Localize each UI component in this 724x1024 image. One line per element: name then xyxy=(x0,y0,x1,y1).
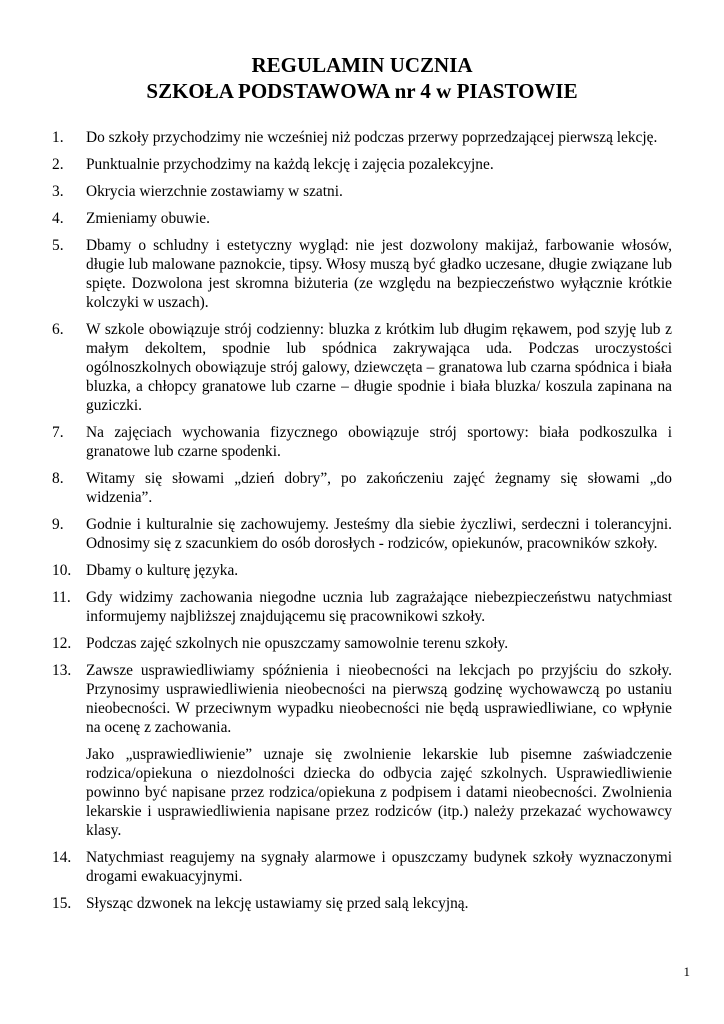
rule-text: Gdy widzimy zachowania niegodne ucznia lub zagrażające niebezpieczeństwu natychmiast informujemy najbliższej znajdującemu się pracownikowi szkoły. xyxy=(86,589,672,625)
rule-number: 7. xyxy=(52,424,64,441)
document-subtitle: SZKOŁA PODSTAWOWA nr 4 w PIASTOWIE xyxy=(146,79,578,103)
rule-text-continuation: Jako „usprawiedliwienie” uznaje się zwolnienie lekarskie lub pisemne zaświadczenie rodzica/opiekuna o niezdolności dziecka do odbycia zajęć szkolnych. Usprawiedliwienie powinno być napisane przez rodzica/opiekuna z podpisem i datami nieobecności. Zwolnienia lekarskie i usprawiedliwienia napisane przez rodziców (itp.) należy przekazać wychowawcy klasy. xyxy=(86,746,672,839)
rule-item xyxy=(52,320,672,415)
rule-text: Punktualnie przychodzimy na każdą lekcję i zajęcia pozalekcyjne. xyxy=(86,156,494,173)
rule-text: Godnie i kulturalnie się zachowujemy. Jesteśmy dla siebie życzliwi, serdeczni i tolerancyjni. Odnosimy się z szacunkiem do osób dorosłych - rodziców, opiekunów, pracowników szkoły. xyxy=(86,516,672,552)
rule-text: Podczas zajęć szkolnych nie opuszczamy samowolnie terenu szkoły. xyxy=(86,635,509,652)
rule-text: Do szkoły przychodzimy nie wcześniej niż podczas przerwy poprzedzającej pierwszą lekcję. xyxy=(86,129,658,146)
rule-item xyxy=(52,236,672,312)
rule-number: 14. xyxy=(52,849,72,866)
rule-number: 2. xyxy=(52,156,64,173)
rule-text: Na zajęciach wychowania fizycznego obowiązuje strój sportowy: biała podkoszulka i granatowe lub czarne spodenki. xyxy=(86,424,672,460)
rule-item xyxy=(52,661,672,840)
rule-number: 11. xyxy=(52,589,71,606)
rule-number: 6. xyxy=(52,321,64,338)
rule-item xyxy=(52,209,672,228)
rule-item xyxy=(52,561,672,580)
rule-text: Witamy się słowami „dzień dobry”, po zakończeniu zajęć żegnamy się słowami „do widzenia”. xyxy=(86,470,672,506)
rule-number: 13. xyxy=(52,662,72,679)
rule-item xyxy=(52,588,672,626)
rule-number: 8. xyxy=(52,470,64,487)
page-number: 1 xyxy=(683,964,690,979)
rule-item xyxy=(52,155,672,174)
rule-number: 12. xyxy=(52,635,72,652)
rules-list xyxy=(52,128,672,921)
rule-item xyxy=(52,182,672,201)
rule-number: 3. xyxy=(52,183,64,200)
rule-text: Zmieniamy obuwie. xyxy=(86,210,210,227)
rule-number: 1. xyxy=(52,129,64,146)
rule-item xyxy=(52,894,672,913)
rule-number: 10. xyxy=(52,562,72,579)
rule-text: Natychmiast reagujemy na sygnały alarmowe i opuszczamy budynek szkoły wyznaczonymi drogami ewakuacyjnymi. xyxy=(86,849,672,885)
rule-number: 15. xyxy=(52,895,72,912)
rule-text: Słysząc dzwonek na lekcję ustawiamy się przed salą lekcyjną. xyxy=(86,895,469,912)
rule-item xyxy=(52,423,672,461)
rule-number: 5. xyxy=(52,237,64,254)
document-title: REGULAMIN UCZNIA xyxy=(251,53,473,77)
rule-item xyxy=(52,515,672,553)
rule-text: Dbamy o schludny i estetyczny wygląd: nie jest dozwolony makijaż, farbowanie włosów, długie lub malowane paznokcie, tipsy. Włosy muszą być gładko uczesane, długie związane lub spięte. Dozwolona jest skromna biżuteria (ze względu na bezpieczeństwo wyłącznie krótkie kolczyki w uszach). xyxy=(86,237,672,311)
rule-number: 9. xyxy=(52,516,64,533)
rule-number: 4. xyxy=(52,210,64,227)
rule-text: Zawsze usprawiedliwiamy spóźnienia i nieobecności na lekcjach po przyjściu do szkoły. Przynosimy usprawiedliwienia nieobecności na pierwszą godzinę wychowawczą po ustaniu nieobecności. W przeciwnym wypadku nieobecności nie będą usprawiedliwiane, co wpłynie na ocenę z zachowania. xyxy=(86,662,672,736)
rule-item xyxy=(52,469,672,507)
rule-item xyxy=(52,634,672,653)
rule-text: W szkole obowiązuje strój codzienny: bluzka z krótkim lub długim rękawem, pod szyję lub z małym dekoltem, spodnie lub spódnica zakrywająca uda. Podczas uroczystości ogólnoszkolnych obowiązuje strój galowy, dziewczęta – granatowa lub czarna spódnica i biała bluzka, a chłopcy granatowe lub czarne – długie spodnie i biała bluzka/ koszula zapinana na guziczki. xyxy=(86,321,672,414)
rule-item xyxy=(52,848,672,886)
rule-text: Dbamy o kulturę języka. xyxy=(86,562,239,579)
rule-text: Okrycia wierzchnie zostawiamy w szatni. xyxy=(86,183,343,200)
rule-item xyxy=(52,128,672,147)
